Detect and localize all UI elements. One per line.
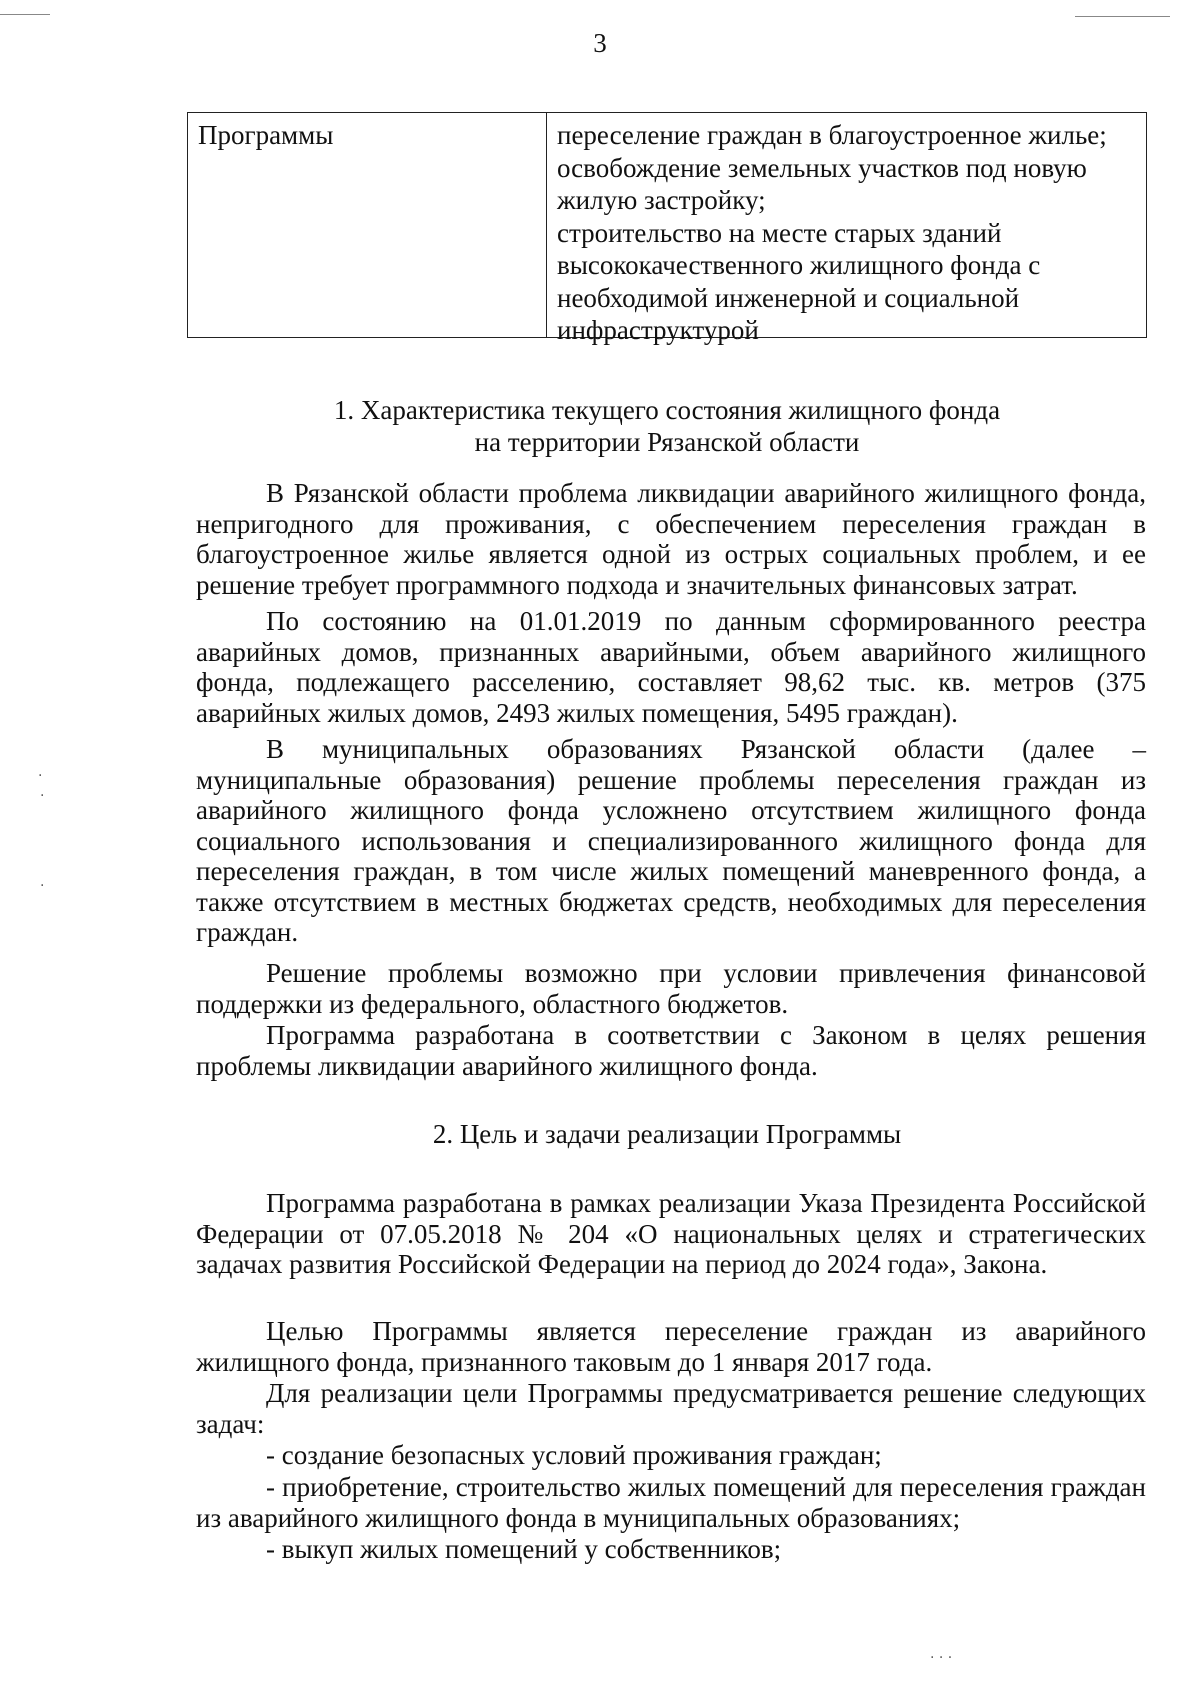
scan-artifact-margin: · <box>38 768 43 784</box>
section-2-paragraph: Программа разработана в рамках реализации Указа Президента Российской Федерации от 07.05.2018 № 204 «О национальных целях и стратегических задачах развития Российской Федерации на период до 2024 года», Закона. <box>196 1188 1146 1279</box>
scan-artifact-top-right <box>1075 16 1170 17</box>
section-1-paragraph: В Рязанской области проблема ликвидации аварийного жилищного фонда, непригодного для проживания, с обеспечением переселения граждан в благоустроенное жилье является одной из острых социальных проблем, и ее решение требует программного подхода и значительных финансовых затрат. <box>196 478 1146 600</box>
section-2-paragraph: Для реализации цели Программы предусматривается решение следующих задач: <box>196 1378 1146 1439</box>
table-line: освобождение земельных участков под новую <box>557 152 1087 183</box>
table-line: переселение граждан в благоустроенное жилье; <box>557 120 1107 150</box>
section-1-heading-line-2: на территории Рязанской области <box>474 427 860 457</box>
table-right-cell <box>547 113 1146 345</box>
section-2-list-item: - приобретение, строительство жилых помещений для переселения граждан из аварийного жилищного фонда в муниципальных образованиях; <box>196 1472 1146 1533</box>
section-2-heading: 2. Цель и задачи реализации Программы <box>432 1119 902 1149</box>
table-line: жилую застройку; <box>557 185 766 215</box>
section-1-paragraph: По состоянию на 01.01.2019 по данным сформированного реестра аварийных домов, признанных аварийными, объем аварийного жилищного фонда, подлежащего расселению, составляет 98,62 тыс. кв. метров (375 аварийных жилых домов, 2493 жилых помещения, 5495 граждан). <box>196 606 1146 728</box>
scan-artifact-margin: · <box>40 878 45 894</box>
section-1-paragraph: Программа разработана в соответствии с Законом в целях решения проблемы ликвидации аварийного жилищного фонда. <box>196 1020 1146 1081</box>
table-line: строительство на месте старых зданий <box>557 217 1002 248</box>
table-line: необходимой инженерной и социальной <box>557 282 1020 313</box>
table-line: высококачественного жилищного фонда с <box>557 250 1041 280</box>
section-1-heading-line-1: 1. Характеристика текущего состояния жилищного фонда <box>333 395 1001 425</box>
section-2-list-item: - создание безопасных условий проживания граждан; <box>266 1440 882 1470</box>
scan-artifact-margin: · <box>40 788 45 804</box>
section-2-paragraph: Целью Программы является переселение граждан из аварийного жилищного фонда, признанного таковым до 1 января 2017 года. <box>196 1316 1146 1377</box>
page-number: 3 <box>593 28 607 58</box>
table-left-cell: Программы <box>188 113 547 337</box>
scan-artifact-top-left <box>0 14 50 15</box>
section-1-paragraph: Решение проблемы возможно при условии привлечения финансовой поддержки из федерального, областного бюджетов. <box>196 958 1146 1019</box>
program-table <box>187 112 1147 345</box>
scan-artifact-bottom: · · · <box>930 1650 953 1666</box>
section-2-list-item: - выкуп жилых помещений у собственников; <box>266 1534 782 1564</box>
section-1-heading <box>187 394 1147 458</box>
section-1-paragraph: В муниципальных образованиях Рязанской области (далее – муниципальные образования) решение проблемы переселения граждан из аварийного жилищного фонда усложнено отсутствием жилищного фонда социального использования и специализированного жилищного фонда для переселения граждан, в том числе жилых помещений маневренного фонда, а также отсутствием в местных бюджетах средств, необходимых для переселения граждан. <box>196 734 1146 947</box>
table-line: инфраструктурой <box>557 315 759 345</box>
